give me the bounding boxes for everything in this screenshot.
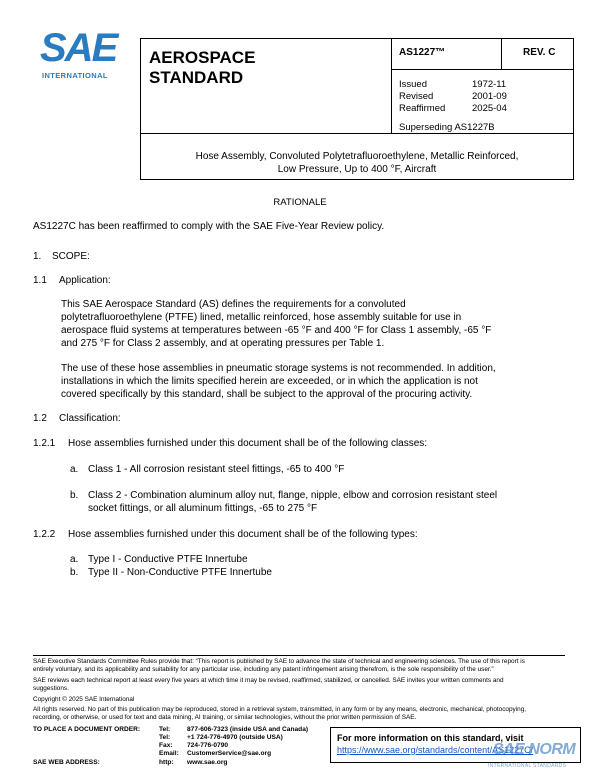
section-1-2-1-text: Hose assemblies furnished under this document shall be of the following classes: <box>68 438 428 449</box>
paragraph-line: The use of these hose assemblies in pneumatic storage systems is not recommended. In addition, <box>61 363 496 374</box>
section-1-title: SCOPE: <box>52 251 90 262</box>
section-1-1-title: Application: <box>59 275 111 286</box>
copyright-notice: Copyright © 2025 SAE International <box>33 696 135 703</box>
date-label-revised: Revised <box>399 91 434 102</box>
contact-label: Fax: <box>159 742 173 749</box>
class-a-marker: a. <box>70 464 79 475</box>
class-a-text: Class 1 - All corrosion resistant steel fittings, -65 to 400 °F <box>88 464 345 475</box>
sae-logo: SAE <box>40 26 117 70</box>
date-value-reaffirmed: 2025-04 <box>472 103 507 114</box>
class-b-text <box>88 489 497 515</box>
contact-label: http: <box>159 759 174 766</box>
phone-inside-usa[interactable]: 877-606-7323 (inside USA and Canada) <box>187 726 309 733</box>
contact-label: Email: <box>159 750 179 757</box>
fine-line: SAE reviews each technical report at least every five years at which time it may be revised, reaffirmed, stabilized, or cancelled. SAE invites your written comments and <box>33 677 504 684</box>
sae-norm-watermark-sub: INTERNATIONAL STANDARDS <box>488 763 567 769</box>
document-type-title <box>149 48 255 88</box>
section-1-2-1-number: 1.2.1 <box>33 438 56 449</box>
paragraph-line: This SAE Aerospace Standard (AS) defines the requirements for a convoluted <box>61 299 406 310</box>
section-1-2-2-text: Hose assemblies furnished under this document shall be of the following types: <box>68 529 418 540</box>
class-b-line: Class 2 - Combination aluminum alloy nut, flange, nipple, elbow and corrosion resistant steel <box>88 490 498 501</box>
class-b-line: socket fittings, or all aluminum fittings, -65 to 275 °F <box>88 503 318 514</box>
section-1-1-number: 1.1 <box>33 275 47 286</box>
sae-logo-tagline: INTERNATIONAL <box>42 71 108 80</box>
section-1-2-title: Classification: <box>59 413 121 424</box>
paragraph-line: installations in which the limits specified herein are exceeded, or in which the application is not <box>61 376 478 387</box>
type-b-marker: b. <box>70 567 79 578</box>
title-line-2: STANDARD <box>149 68 244 87</box>
more-info-title: For more information on this standard, visit <box>337 733 524 743</box>
date-label-reaffirmed: Reaffirmed <box>399 103 446 114</box>
review-notice <box>33 677 568 693</box>
document-subject <box>140 150 574 176</box>
sae-website-link[interactable]: www.sae.org <box>187 759 228 766</box>
fine-line: entirely voluntary, and its applicability and suitability for any particular use, including any patent infringement arising therefrom, is the sole responsibility of the user.” <box>33 666 494 673</box>
web-address-label: SAE WEB ADDRESS: <box>33 759 100 766</box>
paragraph-line: covered specifically by this standard, shall be subject to the approval of the procuring activity. <box>61 389 473 400</box>
type-b-text: Type II - Non-Conductive PTFE Innertube <box>88 567 272 578</box>
type-a-text: Type I - Conductive PTFE Innertube <box>88 554 248 565</box>
date-label-issued: Issued <box>399 79 427 90</box>
customer-service-email[interactable]: CustomerService@sae.org <box>187 750 272 757</box>
sae-norm-watermark: SAE NORM <box>493 741 576 758</box>
revision-label: REV. C <box>523 47 556 58</box>
contact-label: Tel: <box>159 726 171 733</box>
rationale-text: AS1227C has been reaffirmed to comply with the SAE Five-Year Review policy. <box>33 221 385 232</box>
paragraph-line: polytetrafluoroethylene (PTFE) lined, metallic reinforced, hose assembly suitable for use in <box>61 312 462 323</box>
committee-rules-notice <box>33 658 568 674</box>
fine-line: All rights reserved. No part of this publication may be reproduced, stored in a retrieval system, transmitted, in any form or by any means, electronic, mechanical, photocopying, <box>33 706 527 713</box>
section-1-2-number: 1.2 <box>33 413 47 424</box>
paragraph-line: and 275 °F for Class 2 assembly, and at operating pressures per Table 1. <box>61 338 385 349</box>
scope-paragraph-1 <box>61 298 491 350</box>
order-label: TO PLACE A DOCUMENT ORDER: <box>33 726 141 733</box>
fine-line: suggestions. <box>33 685 69 692</box>
fine-line: SAE Executive Standards Committee Rules provide that: “This report is published by SAE to advance the state of technical and engineering sciences. The use of this report is <box>33 658 525 665</box>
document-number: AS1227™ <box>399 47 446 58</box>
phone-outside-usa[interactable]: +1 724-776-4970 (outside USA) <box>187 734 283 741</box>
type-a-marker: a. <box>70 554 79 565</box>
rights-notice <box>33 706 568 722</box>
contact-label: Tel: <box>159 734 171 741</box>
subject-line-1: Hose Assembly, Convoluted Polytetrafluoroethylene, Metallic Reinforced, <box>195 151 519 162</box>
paragraph-line: aerospace fluid systems at temperatures between -65 °F and 400 °F for Class 1 assembly, -65 °F <box>61 325 492 336</box>
subject-line-2: Low Pressure, Up to 400 °F, Aircraft <box>277 164 437 175</box>
section-1-number: 1. <box>33 251 42 262</box>
section-1-2-2-number: 1.2.2 <box>33 529 56 540</box>
superseding-note: Superseding AS1227B <box>399 122 495 133</box>
title-line-1: AEROSPACE <box>149 48 256 67</box>
date-value-issued: 1972-11 <box>472 79 507 90</box>
standard-web-link[interactable]: https://www.sae.org/standards/content/AS1227C/ <box>337 745 534 755</box>
scope-paragraph-2 <box>61 362 496 401</box>
footer-divider <box>33 655 565 656</box>
class-b-marker: b. <box>70 490 79 501</box>
date-value-revised: 2001-09 <box>472 91 507 102</box>
fax-number: 724-776-0790 <box>187 742 229 749</box>
fine-line: recording, or otherwise, or used for text and data mining, AI training, or similar technologies, without the prior written permission of SAE. <box>33 714 417 721</box>
rationale-heading: RATIONALE <box>273 197 327 208</box>
